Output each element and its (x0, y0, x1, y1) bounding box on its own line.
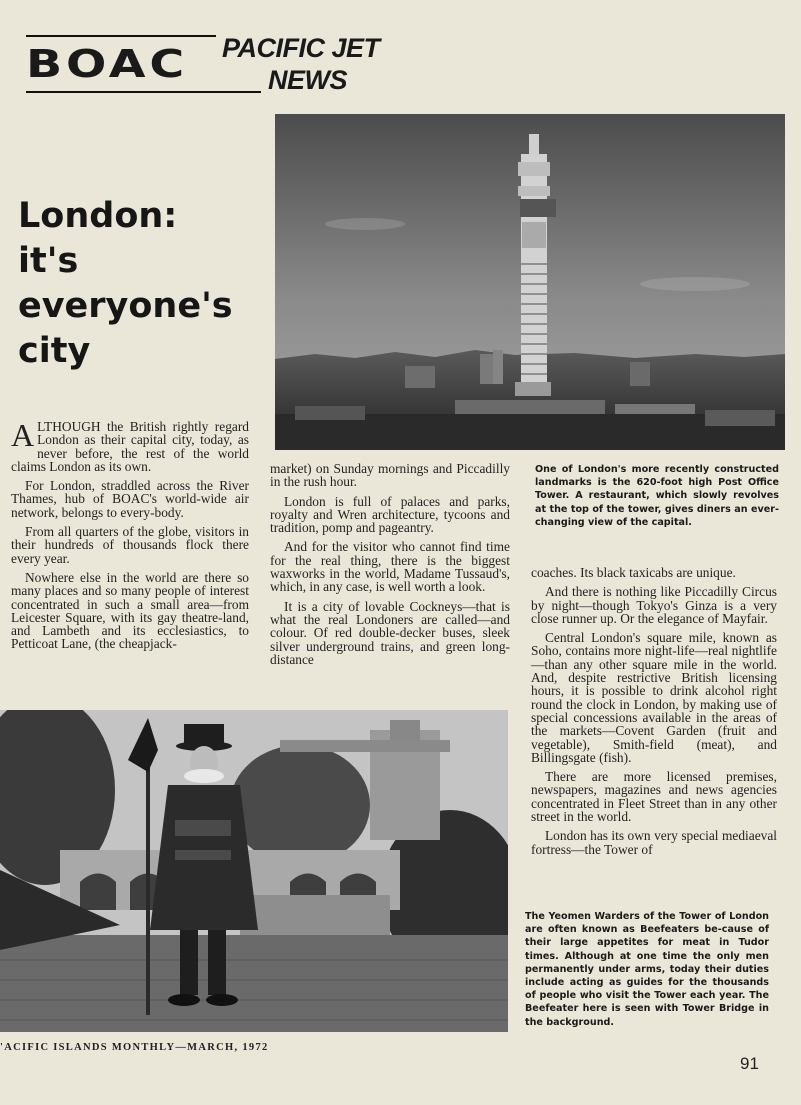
article-paragraph: London has its own very special mediaeval fortress—the Tower of (531, 828, 777, 857)
magazine-footer: 'ACIFIC ISLANDS MONTHLY—MARCH, 1972 (0, 1042, 269, 1053)
page-number: 91 (740, 1054, 759, 1073)
masthead-brand: BOAC (26, 42, 188, 86)
article-paragraph: And for the visitor who cannot find time for the real thing, there is the biggest waxworks in the world, Madame Tussaud's, which, in any case, is well worth a look. (270, 539, 510, 595)
article-paragraph: London is full of palaces and parks, royalty and Wren architecture, tycoons and tradition, pomp and pageantry. (270, 493, 510, 536)
article-text: LTHOUGH the British rightly regard London as their capital city, today, as never before, the rest of the world claims London as its own. (11, 419, 249, 474)
article-paragraph: Central London's square mile, known as Soho, contains more night-life—real nightlife—than any other square mile in the world. And, despite restrictive British licensing hours, it is possible to drink alcohol right round the clock in London, by making use of special concessions available in the areas of the markets—Covent Garden (fruit and vegetable), Smith-field (meat), and Billingsgate (fish). (531, 630, 777, 765)
article-paragraph: Nowhere else in the world are there so many places and so many people of interest concentrated in such a small area—from Leicester Square, with its gay theatre-land, and Lambeth and its ecclesiastics, to Petticoat Lane, (the cheapjack- (11, 569, 249, 652)
article-paragraph (11, 417, 249, 474)
article-column-3 (531, 566, 777, 862)
article-paragraph: From all quarters of the globe, visitors in their hundreds of thousands flock there every year. (11, 524, 249, 566)
drop-cap: A (11, 417, 35, 453)
masthead-top-rule (26, 35, 216, 37)
headline-line: everyone's (18, 286, 233, 326)
headline-line: it's (18, 241, 79, 281)
masthead-line2: NEWS (268, 65, 347, 95)
article-paragraph: coaches. Its black taxicabs are unique. (531, 565, 736, 580)
article-column-2 (270, 462, 510, 672)
headline-line: London: (18, 196, 178, 236)
masthead-bottom-rule (26, 91, 261, 93)
post-office-tower-photo (275, 114, 785, 450)
tower-photo-caption: One of London's more recently constructed landmarks is the 620-foot high Post Office Tower. A restaurant, which slowly revolves at the top of the tower, gives diners an ever-changing view of the capital. (535, 464, 779, 528)
beefeater-photo-caption: The Yeomen Warders of the Tower of London are often known as Beefeaters be-cause of their large appetites for meat in Tudor times. Although at one time the only men permanently under arms, today their duties include acting as guides for the thousands of people who visit the Tower each year. The Beefeater here is seen with Tower Bridge in the background. (525, 911, 769, 1028)
masthead-line1: PACIFIC JET (222, 33, 380, 63)
article-paragraph: And there is nothing like Piccadilly Circus by night—though Tokyo's Ginza is a very close runner up. Or the elegance of Mayfair. (531, 584, 777, 626)
article-column-1 (11, 417, 249, 657)
article-paragraph: For London, straddled across the River Thames, hub of BOAC's world-wide air network, belongs to every-body. (11, 478, 249, 520)
headline (18, 194, 268, 374)
article-paragraph: It is a city of lovable Cockneys—that is what the real Londoners are called—and colour. Of red double-decker buses, sleek silver underground trains, and green long-distance (270, 598, 510, 667)
beefeater-photo (0, 710, 508, 1032)
article-paragraph: market) on Sunday mornings and Piccadilly in the rush hour. (270, 461, 510, 490)
article-paragraph: There are more licensed premises, newspapers, magazines and news agencies concentrated in Fleet Street than in any other street in the world. (531, 769, 777, 825)
headline-line: city (18, 331, 91, 371)
